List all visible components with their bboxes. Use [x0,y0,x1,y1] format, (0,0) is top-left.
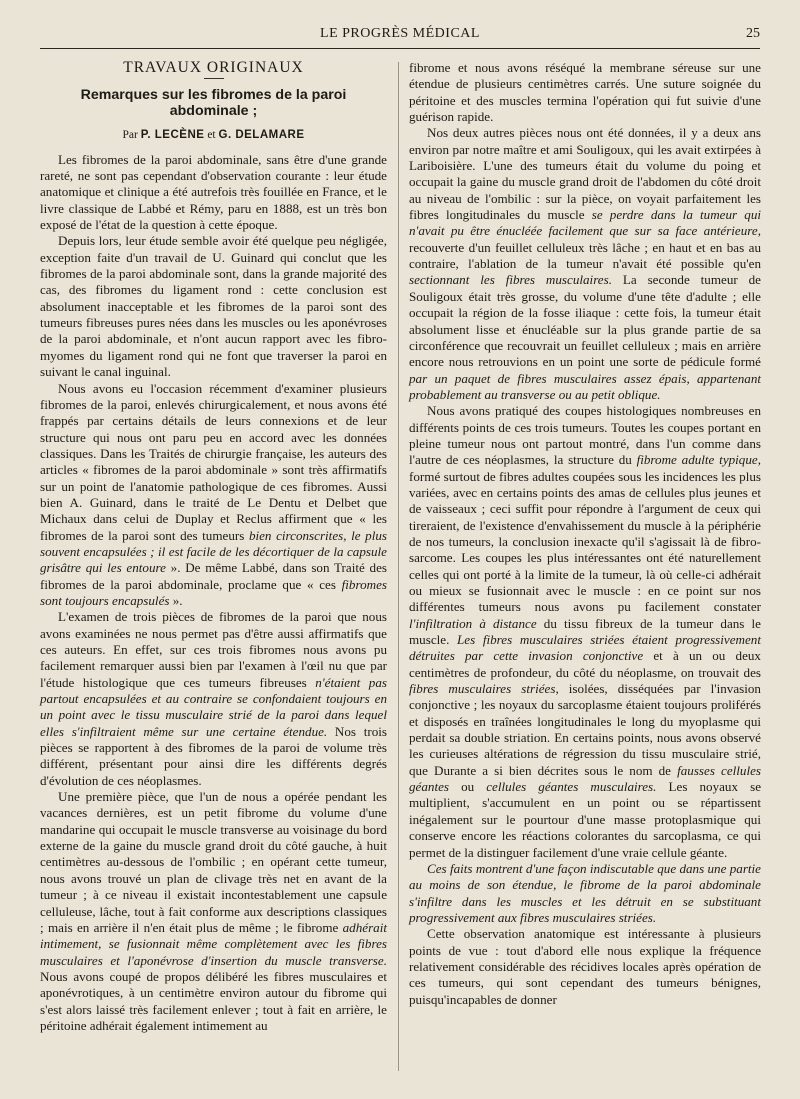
byline-prefix: Par [122,129,138,142]
author-name: P. LECÈNE [140,129,205,142]
article-title [40,87,387,119]
paragraph-text: Les fibromes de la paroi abdominale, sans être d'une grande rareté, ne sont pas cependant d'observation courante : leur étude anatomique et clinique a été autrefois très fouillée en France, et le livre classique de Labbé et Rémy, paru en 1888, est un très bon exposé de l'état de la question à cette époque. [40,151,387,233]
left-column [40,60,387,1034]
paragraph-text: Cette observation anatomique est intéressante à plusieurs points de vue : tout d'abord elle nous explique la fréquence relativement considérable des récidives locales après opération de ces tumeurs, qui sont cependant des tumeurs bénignes, puisqu'incapables de donner [409,926,761,1007]
emphasized-text: fibrome adulte typique [636,452,758,468]
page-number: 25 [746,26,760,41]
emphasized-text: sectionnant les fibres musculaires. [409,272,612,288]
body-paragraph [409,926,761,1008]
emphasized-text: l'infiltration à distance [409,615,537,631]
emphasized-text: n'étaient pas partout encapsulées et au contraire se confondaient toujours en un point avec le tissu musculaire strié de la paroi dans lequel elles s'infiltraient même sur une certaine étendue. [40,674,387,739]
paragraph-text: L'examen de trois pièces de fibromes de la paroi que nous avons examinées ne nous permet pas d'être aussi affirmatifs que ces auteurs. En effet, sur ces trois fibromes nous avons pu facilement remarquer aussi bien par l'examen à l'œil nu que par l'étude histologique que ces tumeurs fibreuses [40,609,387,690]
paragraph-text: Nous avons pratiqué des coupes histologiques nombreuses en différents points de ces trois tumeurs. Toutes les coupes portant en pleine tumeur nous ont partout montré, dans l'un comme dans l'autre de ces néoplasmes, la structure du [409,403,761,468]
article-title-line1: Remarques sur les fibromes de la paroi [80,87,347,104]
section-title: TRAVAUX ORIGINAUX [123,59,304,76]
body-paragraph [40,381,387,610]
paragraph-text: Une première pièce, que l'un de nous a opérée pendant les vacances dernières, est un petit fibrome du volume d'une mandarine qui occupait le muscle transverse au voisinage du bord externe de la gaine du muscle grand droit du côté gauche, à huit centimètres au-dessous de l'ombilic ; en opérant cette tumeur, nous avons trouvé un plan de clivage très net en avant de la tumeur ; à ce niveau il existait incontestablement une capsule celluleuse, lâche, tout à fait conforme aux descriptions classiques ; mais en arrière il n'en était plus de même ; le fibrome [40,789,387,935]
emphasized-text: cellules géantes musculaires. [486,779,657,795]
body-paragraph [409,403,761,861]
right-column-body [409,60,761,1008]
body-paragraph [40,233,387,380]
paragraph-text: fibrome et nous avons réséqué la membrane séreuse sur une étendue de plusieurs centimètres carrés. Une suture soignée du péritoine et des muscles termina l'opération qui fut suivie d'une guérison rapide. [409,60,761,125]
article-title-line2: abdominale ; [169,103,258,120]
emphasized-text: Les fibres musculaires striées étaient progressivement détruites par cette invasion conjonctive [409,632,761,664]
emphasized-text: fibromes sont toujours encapsulés [40,576,387,608]
paragraph-text: du tissu fibreux de la tumeur dans le muscle. [409,615,761,648]
paragraph-text: Les noyaux se multiplient, s'accumulent en un point ou se répartissent inégalement sur le pourtour d'une masse protoplasmique qui conserve encore les réactions colorantes du sarcoplasma, ce qui permet de la distinguer facilement d'une vraie cellule géante. [409,779,762,860]
paragraph-text: Depuis lors, leur étude semble avoir été quelque peu négligée, exception faite d'un travail de U. Guinard qui conclut que les fibromes de la paroi abdominale sont, dans la grande majorité des cas, des fibromes du ligament rond : cette conclusion est absolument inacceptable et les fibromes de la paroi sont des tumeurs fibreuses pures nées dans les muscles ou les aponévroses de la paroi abdominale, et n'ont aucun rapport avec les fibro-myomes du ligament rond qui ne font que traverser la paroi en suivant le canal inguinal. [40,233,387,380]
paragraph-text: ». De même Labbé, dans son Traité des fibromes de la paroi abdominale, proclame que « ces [40,560,387,592]
left-column-body [40,152,387,1035]
paragraph-text: Nos deux autres pièces nous ont été données, il y a deux ans environ par notre maître et ami Souligoux, qui les avait extirpées à Lariboisière. L'une des tumeurs était du volume du poing et occupait la gaine du muscle grand droit de l'abdomen du côté droit au niveau de l'ombilic : sur la pièce, on voyait parfaitement les fibres longitudinales du muscle [409,125,761,223]
author-name: G. DELAMARE [218,129,305,142]
right-column [409,60,761,1008]
column-divider [398,62,399,1071]
paragraph-text: et à un ou deux centimètres de profondeur, du côté du néoplasme, on trouvait des [409,648,761,680]
paragraph-text: , recouverte d'un feuillet celluleux très lâche ; en haut et en bas au contraire, l'ablation de la tumeur n'avait été possible qu'en [409,223,761,272]
paragraph-text: ou [449,779,487,795]
paragraph-text: ». [169,592,183,608]
emphasized-text: se perdre dans la tumeur qui n'avait pu être énucléée facilement que sur sa face antérieure [409,207,761,239]
emphasized-text: adhérait intimement, se fusionnait même complètement avec les fibres musculaires et l'aponévrose d'insertion du muscle transverse. [40,919,387,968]
emphasized-text: fibres musculaires striées [409,681,556,697]
body-paragraph [40,789,387,1034]
body-paragraph [409,125,761,403]
journal-title: LE PROGRÈS MÉDICAL [320,26,480,41]
emphasized-text: fausses cellules géantes [409,762,761,795]
paragraph-text: Nos trois pièces se rapportent à des fibromes de la paroi de volume très différent, présentant pour ainsi dire les différents degrés d'évolution de ces néoplasmes. [40,723,387,788]
body-paragraph [409,861,761,926]
paragraph-text: La seconde tumeur de Souligoux était très grosse, du volume d'une tête d'adulte ; elle occupait la région de la fosse iliaque : cette fois, la tumeur était absolument lisse et énucléable sur la plus grande partie de sa circonférence que recouvrait un feuillet celluleux ; mais en arrière encore nous retrouvions en un point une sorte de pédicule formé [409,272,761,370]
paragraph-text: Nous avons coupé de propos délibéré les fibres musculaires et aponévrotiques, à un centimètre environ autour du fibrome qui s'est alors laissé très facilement enlever ; tout à fait en arrière, le péritoine adhérait également intimement au [40,968,387,1033]
emphasized-text: par un paquet de fibres musculaires assez épais, appartenant probablement au transverse ou au petit oblique. [409,370,761,402]
running-header [40,22,760,49]
emphasized-text: Ces faits montrent d'une façon indiscutable que dans une partie au moins de son étendue, le fibrome de la paroi abdominale s'infiltre dans les muscles et les détruit en se substituant progressivement aux fibres musculaires striées. [409,860,761,925]
paragraph-text: , isolées, disséquées par l'invasion conjonctive ; les noyaux du sarcoplasme étaient toujours proliférés et disposés en traînées longitudinales le long du myoplasme qui perdait sa double striation. En certains points, nous avons observé les curieuses altérations de régression du tissu musculaire strié, que Durante a si bien décrites sous le nom de [409,681,761,778]
body-paragraph [40,609,387,789]
section-rule [204,78,224,79]
body-paragraph [409,60,761,125]
paragraph-text: Nous avons eu l'occasion récemment d'examiner plusieurs fibromes de la paroi, enlevés chirurgicalement, et nous avons été frappés par certains détails de leurs connexions et de leur structure qui nous ont paru peu en accord avec les données classiques. Dans les Traités de chirurgie française, les auteurs des articles « fibromes de la paroi abdominale » sont très affirmatifs sur un point de l'anatomie pathologique de ces fibromes. Aussi bien A. Guinard, dans le traité de Le Dentu et Delbet que Michaux dans celui de Duplay et Reclus affirment que « les fibromes de la paroi sont des tumeurs [40,380,387,543]
emphasized-text: bien circonscrites, le plus souvent encapsulées ; il est facile de les décortiquer de la capsule grisâtre qui les entoure [40,527,387,576]
body-paragraph [40,152,387,234]
paragraph-text: , formé surtout de fibres adultes coupées sous les incidences les plus variées, avec en certains points des amas de cellules plus jeunes et de vaisseaux ; ceci suffit pour répondre à l'argument de ceux qui tireraient, de l'existence d'envahissement du muscle à la périphérie de nos tumeurs, la conclusion inexacte qu'il s'agissait là de fibro-sarcome. Les coupes les plus intéressantes ont été naturellement celles qui ont porté à la limite de la tumeur, là où celle-ci adhérait ou mieux se fusionnait avec le muscle : en ce point sur nos différentes tumeurs nous avons pu facilement constater [409,452,761,615]
byline-conjunction: et [207,129,216,142]
article-authors [40,127,387,143]
